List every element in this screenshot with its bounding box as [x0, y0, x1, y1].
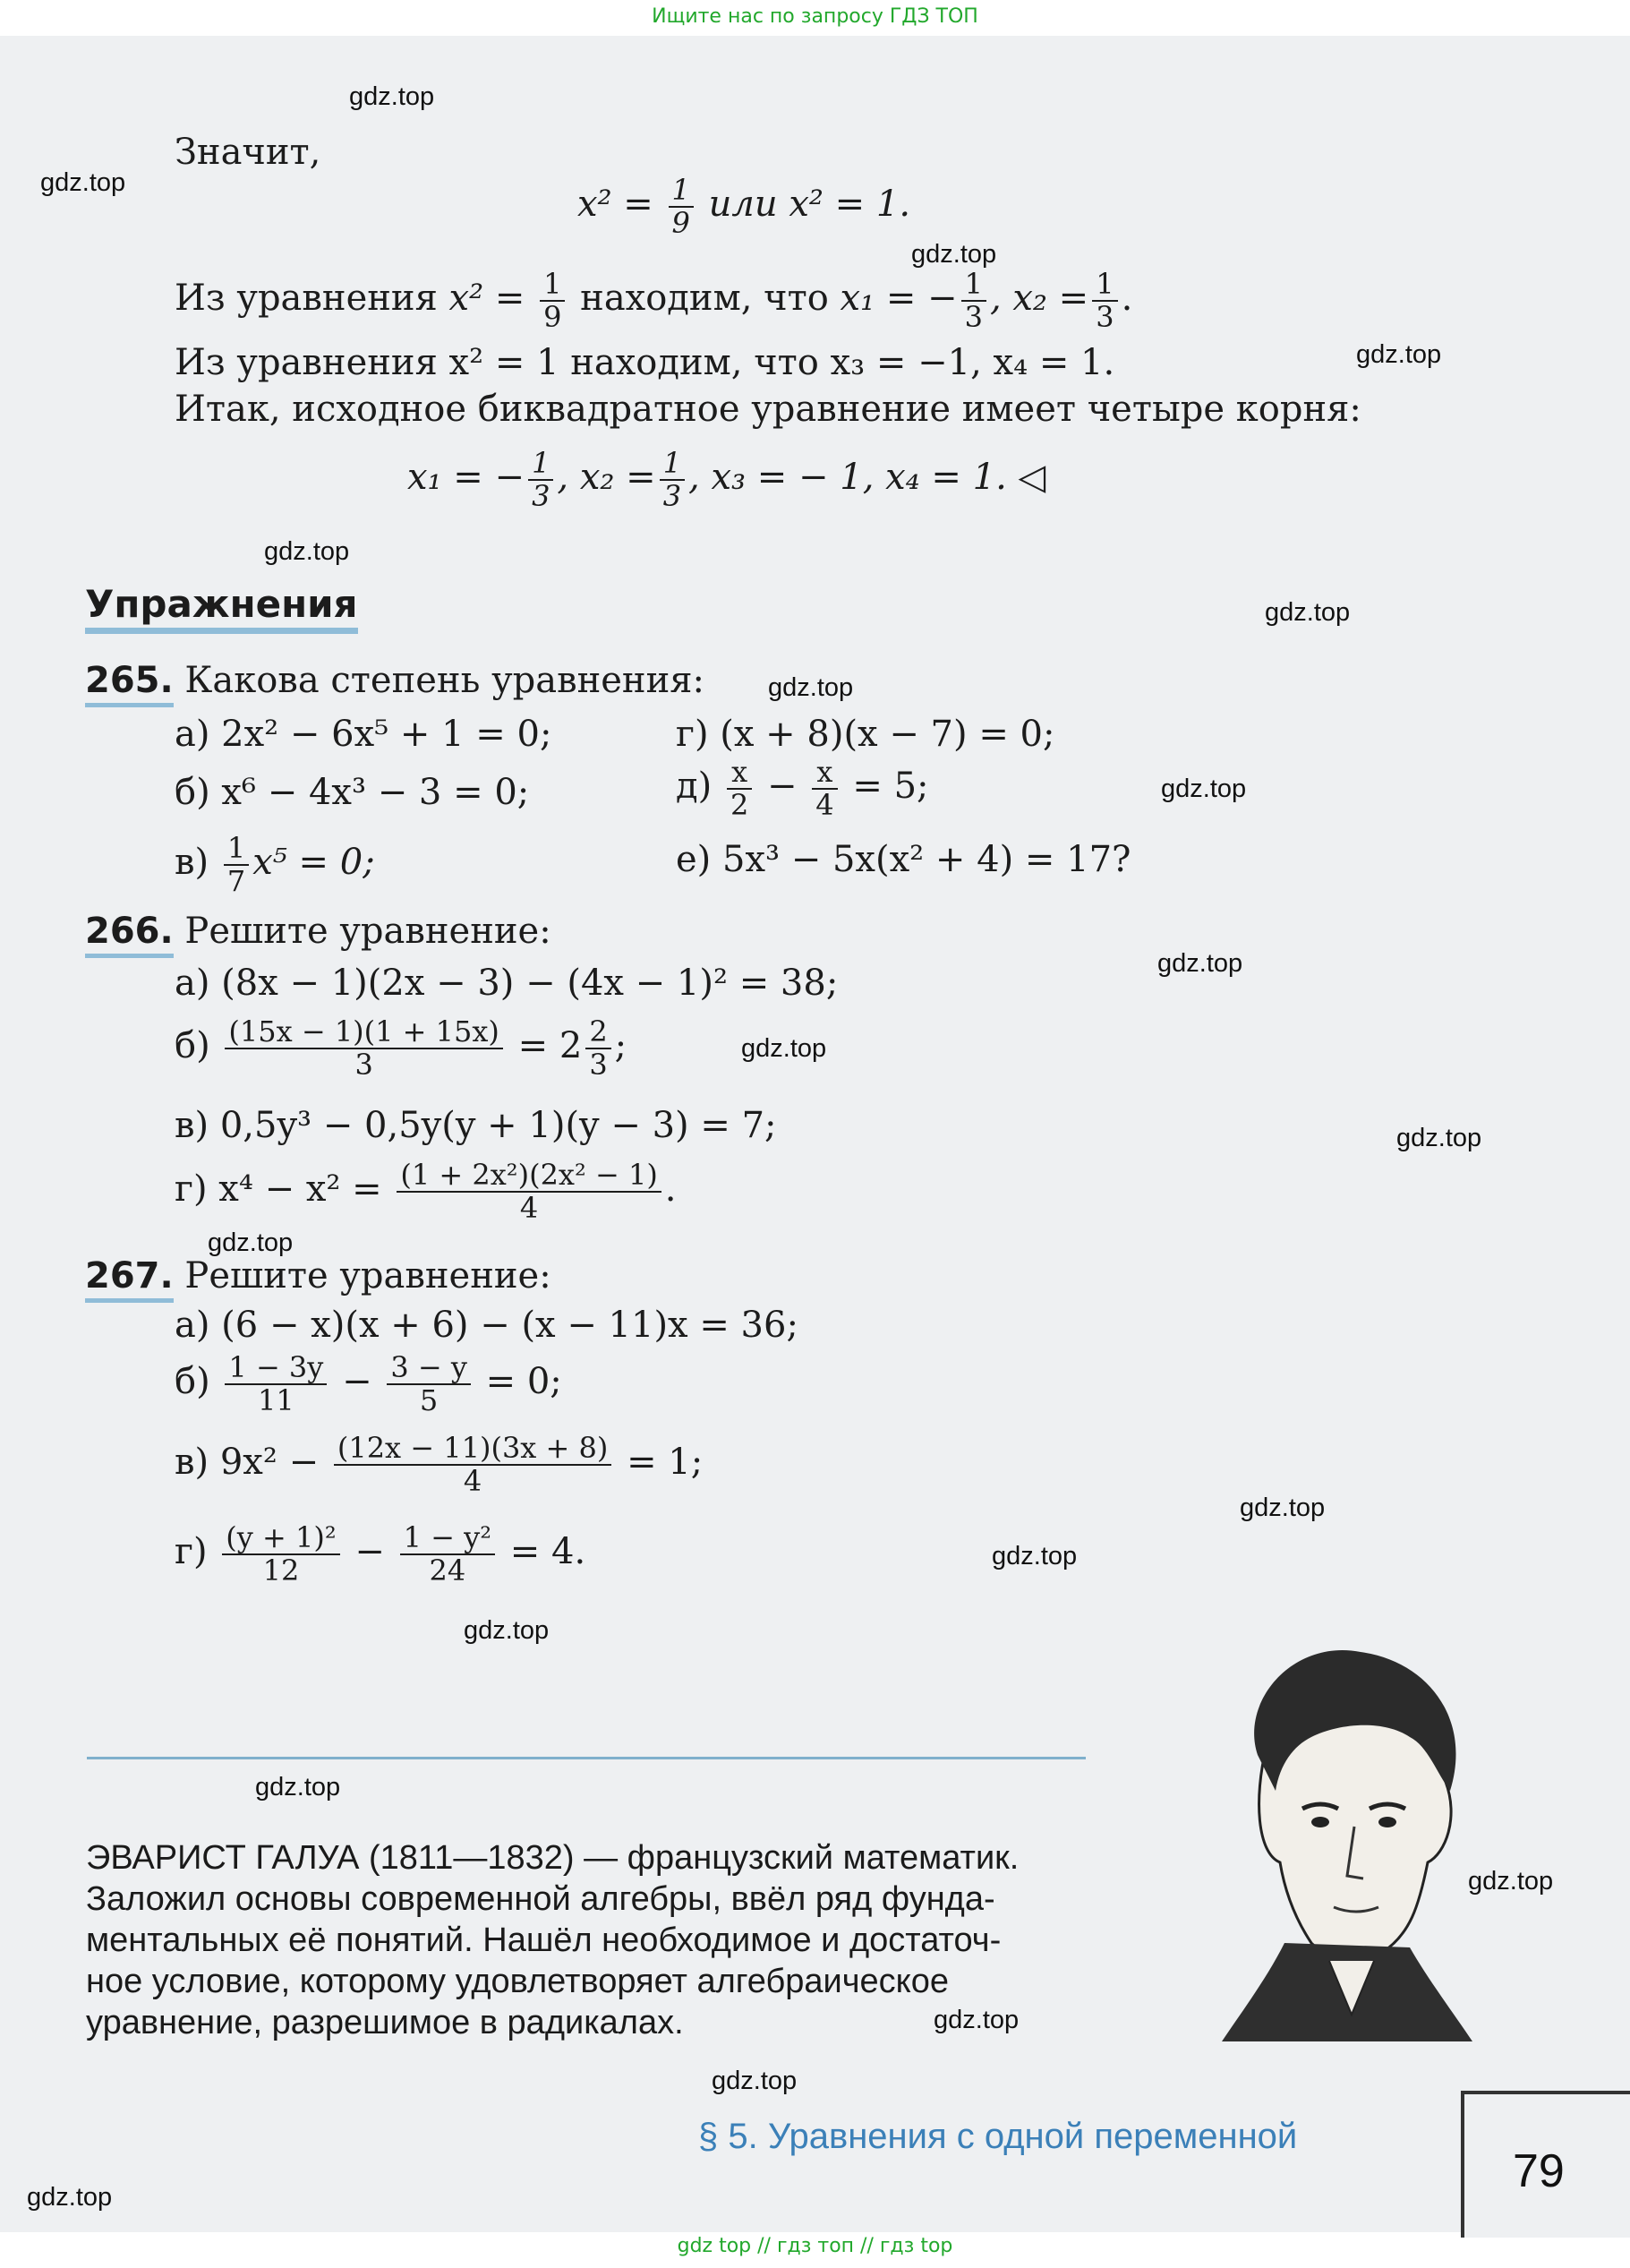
- exercise-266-v: в) 0,5y³ − 0,5y(y + 1)(y − 3) = 7;: [175, 1105, 777, 1146]
- exercise-265-v: [175, 833, 375, 897]
- watermark: gdz.top: [1468, 1867, 1554, 1896]
- math: = 1;: [627, 1442, 704, 1484]
- fraction: [669, 175, 694, 239]
- bio-line: ное условие, которому удовлетворяет алгебраическое: [86, 1963, 949, 2000]
- watermark: gdz.top: [1396, 1124, 1482, 1152]
- operator: −: [767, 766, 798, 808]
- label: д): [676, 766, 713, 808]
- math: = 4.: [509, 1531, 586, 1573]
- watermark: gdz.top: [208, 1228, 294, 1257]
- fraction: [387, 1352, 471, 1416]
- exercise-267-g: [175, 1522, 585, 1587]
- denominator: 4: [815, 788, 834, 823]
- watermark: gdz.top: [255, 1773, 341, 1802]
- math: x² =: [448, 278, 525, 320]
- watermark: gdz.top: [741, 1034, 827, 1063]
- footer-section-title: § 5. Уравнения с одной переменной: [698, 2117, 1298, 2156]
- denominator: 3: [354, 1048, 373, 1083]
- label: б): [175, 1361, 210, 1403]
- exercise-267-v: [175, 1433, 703, 1497]
- eq1-lhs: x² =: [577, 184, 653, 226]
- galois-portrait: [1204, 1639, 1472, 2041]
- label: в): [175, 842, 209, 884]
- denominator: 9: [671, 206, 690, 241]
- numerator: 1: [540, 269, 565, 302]
- numerator: 1: [660, 448, 685, 481]
- numerator: 1: [961, 269, 986, 302]
- intro-znachit: Значит,: [175, 132, 321, 173]
- numerator: 3 − y: [387, 1352, 471, 1385]
- exercise-267-b: [175, 1352, 562, 1416]
- numerator: 1 − y²: [400, 1522, 495, 1555]
- exercise-265-a: а) 2x² − 6x⁵ + 1 = 0;: [175, 714, 552, 755]
- numerator: 1: [1092, 269, 1117, 302]
- denominator: 4: [463, 1464, 482, 1499]
- fraction: [585, 1016, 610, 1081]
- watermark: gdz.top: [1265, 598, 1351, 627]
- exercise-266-b: [175, 1016, 627, 1081]
- fraction: [540, 269, 565, 333]
- denominator: 12: [262, 1553, 300, 1588]
- math: ;: [614, 1025, 627, 1067]
- watermark: gdz.top: [40, 168, 126, 197]
- watermark: gdz.top: [1356, 340, 1442, 369]
- watermark: gdz.top: [911, 240, 997, 269]
- fraction: [812, 757, 837, 821]
- galois-biography: [86, 1837, 1187, 2043]
- numerator: 2: [585, 1016, 610, 1049]
- denominator: 4: [519, 1191, 539, 1226]
- exercise-number: 265.: [85, 660, 174, 707]
- intro-line-2: [175, 269, 1132, 333]
- fraction: [225, 1016, 503, 1081]
- fraction: [224, 833, 249, 897]
- fraction: [528, 448, 553, 512]
- bio-line: ЭВАРИСТ ГАЛУА (1811—1832) — французский математик.: [86, 1839, 1020, 1877]
- exercise-267-title: [85, 1255, 551, 1297]
- exercise-266-g: [175, 1160, 677, 1224]
- operator: −: [342, 1361, 372, 1403]
- fraction: [400, 1522, 495, 1587]
- numerator: (15x − 1)(1 + 15x): [225, 1016, 503, 1049]
- bio-line: Заложил основы современной алгебры, ввёл ряд фунда-: [86, 1880, 995, 1918]
- numerator: (1 + 2x²)(2x² − 1): [397, 1160, 661, 1193]
- watermark: gdz.top: [1161, 775, 1247, 803]
- exercise-265-d: [676, 757, 929, 821]
- denominator: 7: [226, 864, 246, 899]
- watermark: gdz.top: [264, 537, 350, 566]
- fraction: [1092, 269, 1117, 333]
- label: г): [175, 1531, 208, 1573]
- exercise-265-title: [85, 660, 704, 701]
- denominator: 11: [258, 1383, 294, 1418]
- fraction: [660, 448, 685, 512]
- denominator: 9: [543, 300, 562, 335]
- math: , x₂ =: [557, 457, 656, 499]
- math: , x₃ = − 1, x₄ = 1. ◁: [688, 457, 1046, 499]
- watermark: gdz.top: [1157, 949, 1243, 978]
- fraction: [961, 269, 986, 333]
- denominator: 3: [964, 300, 983, 335]
- exercise-266-title: [85, 911, 551, 952]
- numerator: (12x − 11)(3x + 8): [334, 1433, 612, 1466]
- exercise-266-a: а) (8x − 1)(2x − 3) − (4x − 1)² = 38;: [175, 963, 839, 1004]
- intro-roots: [407, 448, 1045, 512]
- intro-line-4: Итак, исходное биквадратное уравнение имеет четыре корня:: [175, 389, 1361, 430]
- fraction: [222, 1522, 339, 1587]
- math: x⁵ = 0;: [252, 842, 375, 884]
- denominator: 3: [1096, 300, 1114, 335]
- intro-equation-1: [577, 175, 910, 239]
- section-heading: Упражнения: [85, 582, 358, 634]
- math: = 2: [517, 1025, 583, 1067]
- watermark: gdz.top: [768, 673, 854, 702]
- numerator: x: [727, 757, 752, 790]
- watermark: gdz.top: [992, 1542, 1078, 1570]
- math: .: [664, 1168, 677, 1211]
- denominator: 24: [429, 1553, 466, 1588]
- watermark: gdz.top: [934, 2006, 1020, 2034]
- bottom-banner[interactable]: gdz top // гдз топ // гдз top: [677, 2235, 953, 2257]
- exercise-265-e: е) 5x³ − 5x(x² + 4) = 17?: [676, 839, 1131, 880]
- page-number: 79: [1513, 2145, 1565, 2197]
- exercise-text: Решите уравнение:: [184, 1255, 551, 1297]
- numerator: 1: [224, 833, 249, 866]
- exercise-267-a: а) (6 − x)(x + 6) − (x − 11)x = 36;: [175, 1305, 798, 1346]
- denominator: 3: [589, 1048, 608, 1083]
- eq1-rhs: или x² = 1.: [708, 184, 911, 226]
- operator: −: [354, 1531, 385, 1573]
- numerator: 1: [528, 448, 553, 481]
- numerator: x: [812, 757, 837, 790]
- fraction: [334, 1433, 612, 1497]
- exercise-text: Решите уравнение:: [184, 911, 551, 952]
- watermark: gdz.top: [1240, 1493, 1326, 1522]
- numerator: 1: [669, 175, 694, 208]
- math: г) x⁴ − x² =: [175, 1168, 382, 1211]
- exercise-265-b: б) x⁶ − 4x³ − 3 = 0;: [175, 772, 530, 813]
- label: б): [175, 1025, 210, 1067]
- math: x₁ = −: [840, 278, 958, 320]
- exercise-number: 266.: [85, 911, 174, 958]
- intro-line-3: Из уравнения x² = 1 находим, что x₃ = −1, x₄ = 1.: [175, 342, 1115, 383]
- math: = 5;: [852, 766, 929, 808]
- numerator: (y + 1)²: [222, 1522, 339, 1555]
- watermark: gdz.top: [464, 1616, 550, 1645]
- math: = 0;: [485, 1361, 562, 1403]
- exercise-text: Какова степень уравнения:: [184, 660, 704, 701]
- numerator: 1 − 3y: [225, 1352, 327, 1385]
- bio-line: ментальных её понятий. Нашёл необходимое и достаточ-: [86, 1921, 1002, 1959]
- math: , x₂ =: [989, 278, 1089, 320]
- top-banner[interactable]: Ищите нас по запросу ГДЗ ТОП: [652, 5, 978, 28]
- exercise-number: 267.: [85, 1255, 174, 1303]
- biography-divider: [87, 1757, 1086, 1759]
- fraction: [727, 757, 752, 821]
- math: x₁ = −: [407, 457, 525, 499]
- bio-line: уравнение, разрешимое в радикалах.: [86, 2004, 684, 2041]
- text: находим, что: [580, 278, 829, 320]
- text: .: [1121, 278, 1133, 320]
- text: Из уравнения: [175, 278, 438, 320]
- denominator: 5: [419, 1383, 439, 1418]
- denominator: 2: [730, 788, 749, 823]
- watermark: gdz.top: [27, 2183, 113, 2212]
- exercise-265-g: г) (x + 8)(x − 7) = 0;: [676, 714, 1055, 755]
- denominator: 3: [662, 479, 682, 514]
- math: в) 9x² −: [175, 1442, 320, 1484]
- watermark: gdz.top: [712, 2067, 798, 2095]
- denominator: 3: [532, 479, 550, 514]
- fraction: [397, 1160, 661, 1224]
- fraction: [225, 1352, 327, 1416]
- watermark: gdz.top: [349, 82, 435, 111]
